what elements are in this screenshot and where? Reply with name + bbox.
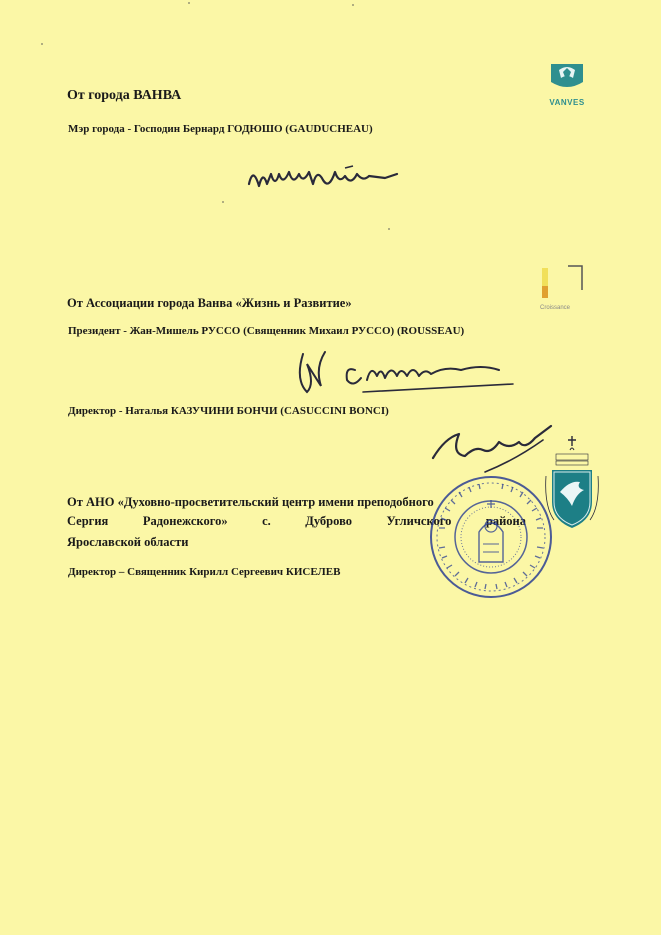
association-heading: От Ассоциации города Ванва «Жизнь и Развитие» (67, 296, 352, 310)
mayor-line: Мэр города - Господин Бернард ГОДЮШО (GAUDUCHEAU) (68, 123, 373, 135)
mayor-signature-icon (245, 160, 405, 200)
vanves-logo-caption: VANVES (549, 98, 585, 107)
scan-speck (188, 2, 190, 4)
president-signature-icon (285, 340, 515, 405)
ano-heading-line-3: Ярославской области (67, 535, 189, 549)
ano-shield-emblem (540, 436, 604, 532)
association-logo-caption: Croissance (540, 305, 571, 311)
shield-dove-icon (540, 436, 604, 532)
vanves-emblem-icon (545, 62, 589, 92)
association-logo (538, 264, 588, 311)
vanves-logo (545, 62, 589, 107)
ano-heading-line-2: Сергия Радонежского» с. Дуброво Угличского района (67, 514, 526, 528)
ano-director-line: Директор – Священник Кирилл Сергеевич КИСЕЛЕВ (68, 566, 341, 578)
director-association-line: Директор - Наталья КАЗУЧИНИ БОНЧИ (CASUCCINI BONCI) (68, 405, 389, 417)
scan-speck (352, 4, 354, 6)
ano-heading-line-1: От АНО «Духовно-просветительский центр имени преподобного (67, 495, 434, 509)
scan-speck (41, 43, 43, 45)
vanves-heading: От города ВАНВА (67, 88, 182, 103)
organization-seal-icon (427, 474, 555, 600)
scan-speck (388, 228, 390, 230)
association-emblem-icon (538, 264, 588, 300)
scan-speck (222, 201, 224, 203)
president-line: Президент - Жан-Мишель РУССО (Священник Михаил РУССО) (ROUSSEAU) (68, 325, 465, 337)
